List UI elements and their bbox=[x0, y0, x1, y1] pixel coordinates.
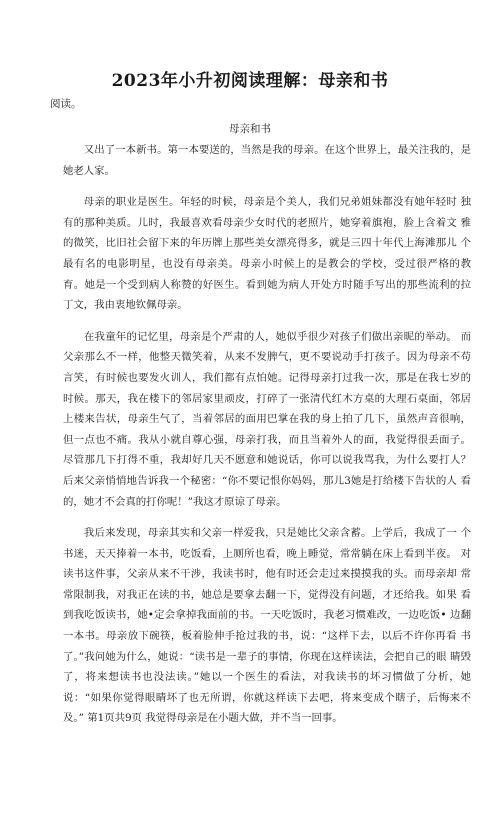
paragraph: 母亲的职业是医生。年轻的时候，母亲是个美人，我们兄弟姐妹都没有她年轻时 独有的那种美质。儿时，我最喜欢看母亲少女时代的老照片，她穿着旗袍，脸上含着文 雅的微笑，比旧社会留下来的年历牌上那些美女漂亮得多，就是三四十年代上海滩那儿 个最有名的电影明星，也没有母亲美。母亲小时候上的是教会的学校，受过很严格的教 育。她是一个受到病人称赞的好医生。看到她为病人开处方时随手写出的那些流利的拉 丁文，我由衷地钦佩母亲。 bbox=[63, 196, 471, 312]
paragraph: 又出了一本新书。第一本要送的，当然是我的母亲。在这个世界上，最关注我的，是她老人家。 bbox=[63, 144, 471, 177]
document-title: 2023年小升初阅读理解：母亲和书 bbox=[111, 71, 389, 91]
intro-text: 阅读。 bbox=[50, 98, 82, 110]
article-title: 母亲和书 bbox=[229, 123, 271, 135]
paragraph: 在我童年的记忆里，母亲是个严肃的人，她似乎很少对孩子们做出亲昵的举动。 而父亲那么不一样，他整天微笑着，从来不发脾气，更不要说动手打孩子。因为母亲不苟 言笑，有时候也要发火训人，我们都有点怕她。记得母亲打过我一次，那是在我七岁的 时候。那天，我在楼下的邻居家里顽皮，打碎了一张清代红木方桌的大理石桌面，邻居 上楼来告状，母亲生气了，当着邻居的面用巴掌在我的身上拍了几下，虽然声音很响， 但一点也不痛。我从小就自尊心强，母亲打我，而且当着外人的面，我觉得很丢面子。 尽管那几下打得不重，我却好几天不愿意和她说话，你可以说我骂我，为什么要打人？ 后来父亲悄悄地告诉我一个秘密：“你不要记恨你妈妈，那儿3她是打给楼下告状的人 看的，她才不会真的打你呢！”我这才原谅了母亲。 bbox=[63, 330, 471, 508]
article-body bbox=[63, 140, 471, 740]
paragraph: 我后来发现，母亲其实和父亲一样爱我，只是她比父亲含蓄。上学后，我成了一 个书迷，天天捧着一本书，吃饭看，上厕所也看，晚上睡觉，常常躺在床上看到半夜。 对读书这件事，父亲从来不干涉，我读书时，他有时还会走过来摸摸我的头。而母亲却 常常限制我，对我正在读的书，她总是要拿去翻一下，觉得没有问题，才还给我。如果 看到我吃饭读书，她•定会拿掉我面前的书。一天吃饭时，我老习惯难改，一边吃饭• 边翻一本书。母亲放下碗筷，板着脸伸手抢过我的书，说：“这样下去，以后不许你再看 书了。”我问她为什么，她说：“读书是一辈子的事情，你现在这样读法，会把自己的眼 睛毁了，将来想读书也没法读。”她以一个医生的看法，对我读书的坏习惯做了分析，她 说：“如果你觉得眼睛坏了也无所谓，你就这样读下去吧，将来变成个瞎子，后悔来不及。” 第1页共9页 我觉得母亲是在小题大做，并不当一回事。 bbox=[63, 527, 471, 725]
